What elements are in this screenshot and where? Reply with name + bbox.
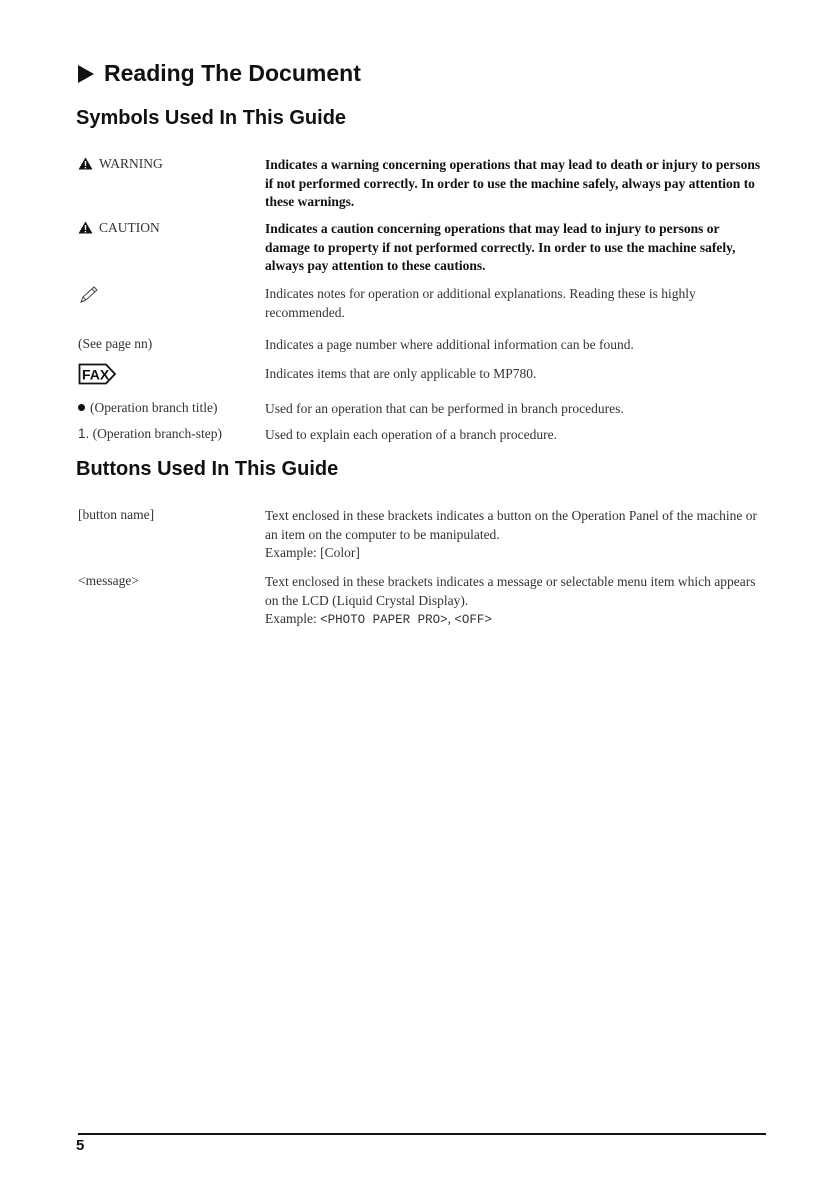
message-term: <message>	[78, 573, 139, 588]
branch-step-term-text: (Operation branch-step)	[92, 426, 222, 441]
message-example-sep: ,	[447, 611, 455, 626]
fax-desc: Indicates items that are only applicable to MP780.	[265, 366, 537, 381]
button-name-desc	[265, 507, 765, 563]
symbols-section-title: Symbols Used In This Guide	[76, 107, 347, 129]
branch-step-number: 1.	[78, 426, 90, 441]
triangle-bullet-icon	[78, 65, 94, 83]
button-name-desc-text: Text enclosed in these brackets indicates a button on the Operation Panel of the machine or an item on the computer to be manipulated.	[265, 508, 758, 542]
branch-title-desc: Used for an operation that can be performed in branch procedures.	[265, 401, 624, 416]
caution-term-text: CAUTION	[99, 220, 160, 235]
branch-title-term-text: (Operation branch title)	[90, 400, 218, 415]
button-name-example-prefix: Example:	[265, 545, 321, 560]
note-term	[78, 285, 100, 309]
branch-step-desc: Used to explain each operation of a branch procedure.	[265, 427, 557, 442]
see-page-desc: Indicates a page number where additional information can be found.	[265, 337, 634, 352]
buttons-section-title: Buttons Used In This Guide	[76, 458, 339, 480]
button-name-example: [Color]	[320, 545, 360, 560]
fax-term	[78, 363, 118, 389]
message-example-prefix: Example:	[265, 611, 321, 626]
page-number: 5	[76, 1137, 85, 1154]
branch-step-term	[78, 426, 222, 442]
fax-badge-icon	[78, 363, 118, 385]
note-desc: Indicates notes for operation or additional explanations. Reading these is highly recommended.	[265, 286, 696, 320]
see-page-term: (See page nn)	[78, 336, 153, 351]
pencil-note-icon	[78, 285, 100, 305]
caution-desc: Indicates a caution concerning operations that may lead to injury to persons or damage to property if not performed correctly. In order to use the machine safely, always pay attention to these cautions.	[265, 221, 736, 273]
page-heading	[78, 60, 361, 87]
caution-triangle-icon	[78, 221, 93, 234]
warning-term-text: WARNING	[99, 156, 163, 171]
footer-rule	[78, 1133, 766, 1135]
message-desc	[265, 573, 765, 630]
button-name-term: [button name]	[78, 507, 155, 522]
page-heading-text: Reading The Document	[104, 60, 361, 86]
fax-badge-label: FAX	[82, 366, 110, 383]
warning-term	[78, 156, 163, 172]
bullet-dot-icon	[78, 404, 85, 411]
warning-desc: Indicates a warning concerning operations that may lead to death or injury to persons if not performed correctly. In order to use the machine safely, always pay attention to these warnings.	[265, 157, 761, 209]
message-desc-text: Text enclosed in these brackets indicates a message or selectable menu item which appears on the LCD (Liquid Crystal Display).	[265, 574, 756, 608]
message-example-1: <PHOTO PAPER PRO>	[320, 613, 448, 627]
caution-term	[78, 220, 160, 236]
branch-title-term	[78, 400, 217, 416]
message-example-2: <OFF>	[454, 613, 492, 627]
warning-triangle-icon	[78, 157, 93, 170]
